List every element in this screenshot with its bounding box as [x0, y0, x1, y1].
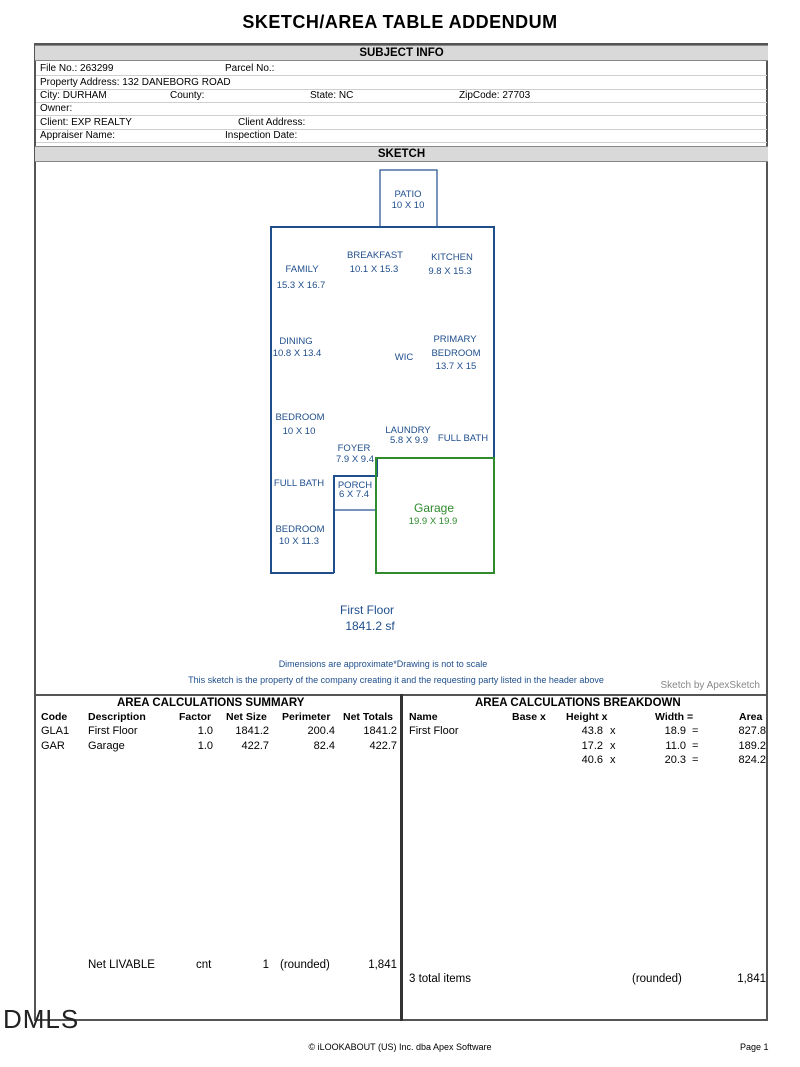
client-address: Client Address:: [238, 117, 306, 128]
summary-perimeter: 200.4: [307, 725, 335, 737]
owner: Owner:: [40, 103, 73, 114]
breakdown-col-width: Width =: [655, 711, 694, 723]
state: State: NC: [310, 90, 354, 101]
room-dining: DINING: [279, 336, 313, 347]
breakdown-area: 189.2: [738, 740, 766, 752]
client: Client: EXP REALTY: [40, 117, 132, 128]
breakdown-col-height: Height x: [566, 711, 608, 723]
info-row-address: [36, 76, 767, 90]
document-title: SKETCH/AREA TABLE ADDENDUM: [242, 12, 558, 32]
summary-col-net-totals: Net Totals: [343, 711, 393, 723]
room-patio: PATIO: [394, 189, 422, 200]
property-address: Property Address: 132 DANEBORG ROAD: [40, 77, 231, 88]
breakdown-times: x: [610, 740, 616, 752]
summary-net-total: 1841.2: [363, 725, 397, 737]
summary-col-net-size: Net Size: [226, 711, 267, 723]
floor-label: First Floor: [340, 603, 394, 617]
breakdown-rounded: (rounded): [632, 973, 682, 985]
room-porch: PORCH: [337, 480, 373, 491]
room-family: FAMILY: [285, 264, 319, 275]
breakdown-width: 18.9: [664, 725, 686, 737]
room-porch-dim: 6 X 7.4: [338, 489, 370, 500]
room-breakfast: BREAKFAST: [347, 250, 403, 261]
breakdown-times: x: [610, 725, 616, 737]
room-bedroom-1-dim: 10 X 10: [282, 426, 316, 437]
breakdown-header: AREA CALCULATIONS BREAKDOWN: [475, 697, 681, 709]
breakdown-col-name: Name: [409, 711, 438, 723]
subject-info-header: SUBJECT INFO: [35, 45, 768, 61]
summary-code: GLA1: [41, 725, 70, 737]
appraiser-name: Appraiser Name:: [40, 130, 116, 141]
breakdown-equals: =: [692, 740, 699, 752]
breakdown-height: 43.8: [581, 725, 603, 737]
room-bedroom-2-dim: 10 X 11.3: [279, 536, 319, 547]
info-row-file: [36, 62, 767, 76]
breakdown-equals: =: [692, 725, 699, 737]
breakdown-times: x: [610, 754, 616, 766]
first-floor-outline: [271, 227, 494, 573]
breakdown-total: 1,841: [737, 973, 766, 985]
room-full-bath-right: FULL BATH: [437, 433, 489, 444]
room-full-bath-left: FULL BATH: [273, 478, 325, 489]
room-primary-dim: 13.7 X 15: [435, 361, 477, 372]
dmls-watermark-logo: DMLS: [3, 1004, 80, 1034]
net-livable-label: Net LIVABLE: [88, 959, 155, 971]
summary-code: GAR: [41, 740, 65, 752]
floor-area: 1841.2 sf: [345, 619, 395, 633]
breakdown-name: First Floor: [409, 725, 459, 737]
city: City: DURHAM: [40, 90, 107, 101]
footer-page-number: Page 1: [740, 1042, 769, 1052]
summary-col-perimeter: Perimeter: [282, 711, 331, 723]
info-row-city: [36, 89, 767, 103]
breakdown-area: 824.2: [738, 754, 766, 766]
summary-factor: 1.0: [197, 740, 213, 752]
room-breakfast-dim: 10.1 X 15.3: [349, 264, 399, 275]
breakdown-area: 827.8: [738, 725, 766, 737]
inspection-date: Inspection Date:: [225, 130, 298, 141]
room-garage-dim: 19.9 X 19.9: [408, 516, 458, 527]
room-kitchen: KITCHEN: [431, 252, 473, 263]
info-row-appraiser: [36, 129, 767, 143]
file-no: File No.: 263299: [40, 63, 114, 74]
breakdown-width: 11.0: [665, 740, 686, 752]
room-bedroom-2: BEDROOM: [275, 524, 325, 535]
summary-header: AREA CALCULATIONS SUMMARY: [117, 697, 305, 709]
breakdown-width: 20.3: [664, 754, 686, 766]
county: County:: [170, 90, 205, 101]
room-laundry: LAUNDRY: [385, 425, 431, 436]
breakdown-height: 17.2: [581, 740, 603, 752]
info-row-owner: [36, 102, 767, 116]
summary-factor: 1.0: [197, 725, 213, 737]
sketch-header: SKETCH: [35, 146, 768, 162]
sketch-note-property: This sketch is the property of the company creating it and the requesting party listed in the header above: [188, 675, 604, 685]
breakdown-col-area: Area: [739, 711, 763, 723]
zip-code: ZipCode: 27703: [459, 90, 531, 101]
summary-net-size: 1841.2: [235, 725, 269, 737]
summary-col-description: Description: [88, 711, 146, 723]
room-dining-dim: 10.8 X 13.4: [272, 348, 322, 359]
summary-col-code: Code: [41, 711, 68, 723]
summary-net-size: 422.7: [241, 740, 269, 752]
room-foyer-dim: 7.9 X 9.4: [335, 454, 375, 465]
porch-outline-upper: [334, 458, 377, 573]
sketch-credit: Sketch by ApexSketch: [660, 680, 760, 691]
breakdown-total-items: 3 total items: [409, 973, 471, 985]
footer-copyright: © iLOOKABOUT (US) Inc. dba Apex Software: [308, 1042, 492, 1052]
summary-description: First Floor: [88, 725, 138, 737]
floor-plan-sketch: [35, 163, 768, 693]
summary-description: Garage: [88, 740, 125, 752]
net-livable-total: 1,841: [368, 959, 397, 971]
net-livable-cnt: 1: [262, 959, 269, 971]
room-laundry-dim: 5.8 X 9.9: [389, 435, 429, 446]
net-livable-rounded: (rounded): [280, 959, 330, 971]
room-kitchen-dim: 9.8 X 15.3: [428, 266, 472, 277]
breakdown-col-base: Base x: [512, 711, 546, 723]
room-wic: WIC: [394, 352, 414, 363]
parcel-no: Parcel No.:: [225, 63, 275, 74]
room-patio-dim: 10 X 10: [391, 200, 425, 211]
summary-net-total: 422.7: [369, 740, 397, 752]
room-garage: Garage: [413, 501, 455, 515]
breakdown-height: 40.6: [581, 754, 603, 766]
sketch-note-approx: Dimensions are approximate*Drawing is not to scale: [278, 659, 488, 669]
room-primary-1: PRIMARY: [433, 334, 477, 345]
room-primary-2: BEDROOM: [431, 348, 481, 359]
section-divider: [400, 694, 403, 1021]
summary-perimeter: 82.4: [313, 740, 335, 752]
room-family-dim: 15.3 X 16.7: [276, 280, 326, 291]
room-foyer: FOYER: [337, 443, 371, 454]
net-livable-cnt-label: cnt: [196, 959, 212, 971]
summary-col-factor: Factor: [179, 711, 212, 723]
room-bedroom-1: BEDROOM: [275, 412, 325, 423]
breakdown-equals: =: [692, 754, 699, 766]
info-row-client: [36, 116, 767, 130]
